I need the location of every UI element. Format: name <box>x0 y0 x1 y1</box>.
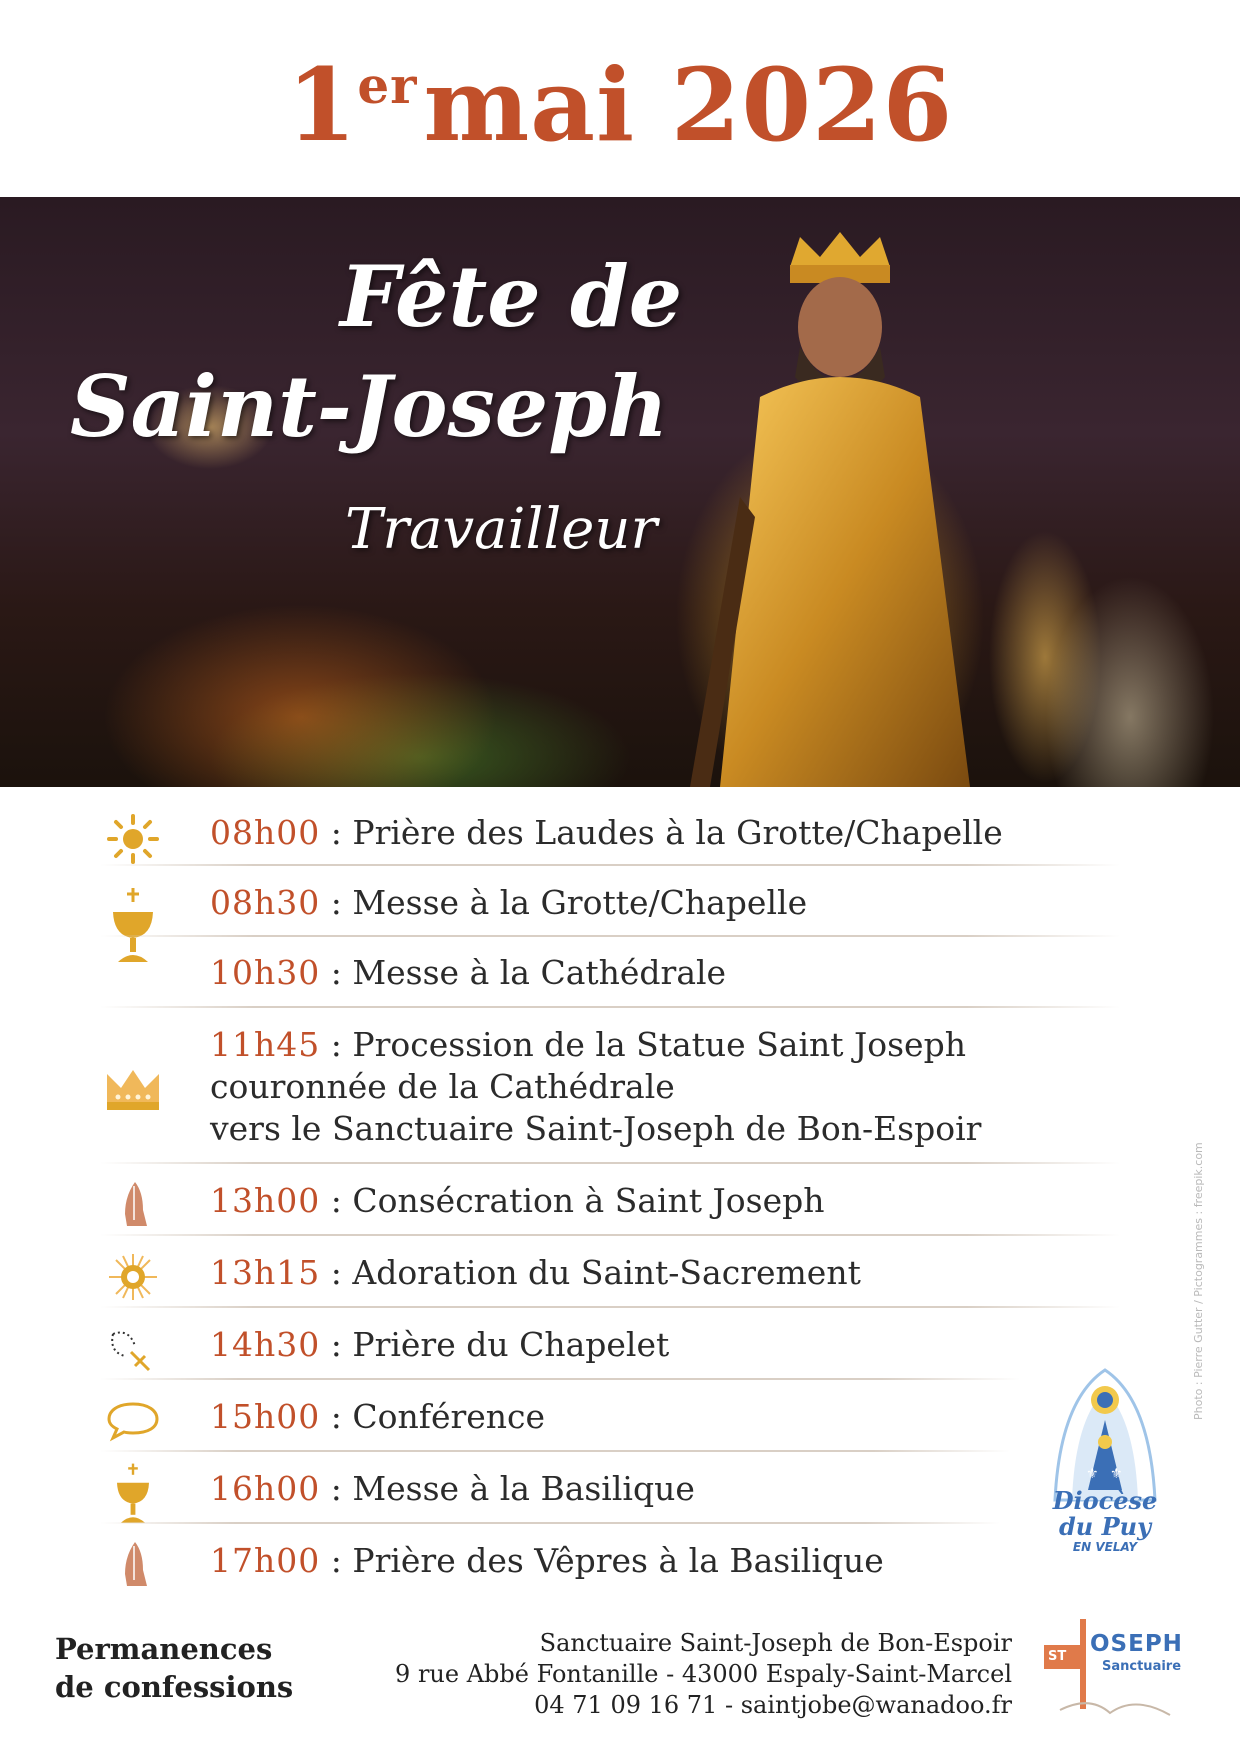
praying-hands-icon <box>98 1540 168 1594</box>
speech-bubble-icon <box>98 1400 168 1446</box>
schedule-label: Conférence <box>352 1397 546 1436</box>
event-date-title <box>0 46 1240 164</box>
schedule-text: 13h00 : Consécration à Saint Joseph <box>210 1181 825 1220</box>
divider <box>100 1378 1020 1380</box>
schedule-text: 10h30 : Messe à la Cathédrale <box>210 953 727 992</box>
svg-text:⚜: ⚜ <box>1086 1466 1099 1482</box>
sanctuary-logo-prefix: ST <box>1048 1649 1067 1664</box>
divider <box>100 1522 1000 1524</box>
hero-subtitle: Travailleur <box>345 497 658 562</box>
photo-credit: Photo : Pierre Gutter / Pictogrammes : freepik.com <box>1192 1142 1205 1420</box>
sanctuary-address <box>395 1628 1012 1721</box>
address-line1: Sanctuaire Saint-Joseph de Bon-Espoir <box>539 1629 1012 1657</box>
schedule-label: Adoration du Saint-Sacrement <box>352 1253 861 1292</box>
sanctuary-logo <box>1040 1615 1190 1725</box>
schedule-time: 13h00 <box>210 1181 321 1220</box>
chalice-icon <box>98 886 168 970</box>
schedule-time: 14h30 <box>210 1325 321 1364</box>
divider <box>100 1450 1010 1452</box>
schedule-label: Prière des Vêpres à la Basilique <box>352 1541 884 1580</box>
schedule-time: 13h15 <box>210 1253 321 1292</box>
diocese-name-line2: du Puy <box>1058 1512 1152 1541</box>
hero-title-line2: Saint-Joseph <box>70 357 669 456</box>
date-superscript: er <box>357 56 418 115</box>
diocese-name-line1: Diocèse <box>1052 1486 1158 1515</box>
rosary-icon <box>98 1326 168 1380</box>
schedule-time: 08h30 <box>210 883 321 922</box>
hero-title-line1: Fête de <box>340 247 683 346</box>
sanctuary-logo-name: OSEPH <box>1090 1631 1183 1657</box>
schedule-label-line2: couronnée de la Cathédrale <box>210 1067 675 1106</box>
schedule-text: 11h45 : Procession de la Statue Saint Joseph couronnée de la Cathédrale vers le Sanctuaire Saint-Joseph de Bon-Espoir <box>210 1025 982 1148</box>
schedule-text: 08h00 : Prière des Laudes à la Grotte/Chapelle <box>210 813 1003 852</box>
sun-icon <box>98 814 168 868</box>
schedule-time: 08h00 <box>210 813 321 852</box>
hero-photo <box>0 197 1240 787</box>
schedule-label: Messe à la Grotte/Chapelle <box>352 883 808 922</box>
monstrance-icon <box>98 1252 168 1306</box>
address-line3: 04 71 09 16 71 - saintjobe@wanadoo.fr <box>534 1691 1012 1719</box>
schedule-text: 17h00 : Prière des Vêpres à la Basilique <box>210 1541 884 1580</box>
schedule-label: Consécration à Saint Joseph <box>352 1181 825 1220</box>
schedule-label: Prière du Chapelet <box>352 1325 670 1364</box>
svg-text:⚜: ⚜ <box>1110 1466 1123 1482</box>
schedule-label: Messe à la Basilique <box>352 1469 695 1508</box>
praying-hands-icon <box>98 1180 168 1234</box>
divider <box>100 1162 1120 1164</box>
divider <box>100 1006 1120 1008</box>
divider <box>100 1234 1120 1236</box>
diocese-logo <box>1030 1360 1180 1580</box>
divider <box>100 1306 1120 1308</box>
divider <box>100 864 1120 866</box>
schedule-label: Procession de la Statue Saint Joseph <box>352 1025 966 1064</box>
address-line2: 9 rue Abbé Fontanille - 43000 Espaly-Saint-Marcel <box>395 1660 1012 1688</box>
date-month-year: mai 2026 <box>423 46 954 164</box>
schedule-label-line3: vers le Sanctuaire Saint-Joseph de Bon-Espoir <box>210 1109 982 1148</box>
sanctuary-logo-sub: Sanctuaire <box>1102 1659 1182 1674</box>
schedule-text: 16h00 : Messe à la Basilique <box>210 1469 695 1508</box>
schedule-time: 17h00 <box>210 1541 321 1580</box>
statue-illustration <box>680 227 1000 787</box>
schedule-time: 16h00 <box>210 1469 321 1508</box>
schedule-label: Prière des Laudes à la Grotte/Chapelle <box>352 813 1003 852</box>
schedule-label: Messe à la Cathédrale <box>352 953 727 992</box>
chalice-icon <box>98 1462 168 1530</box>
schedule-text: 14h30 : Prière du Chapelet <box>210 1325 670 1364</box>
date-day: 1 <box>286 46 358 164</box>
schedule-time: 15h00 <box>210 1397 321 1436</box>
schedule-text: 15h00 : Conférence <box>210 1397 546 1436</box>
schedule-time: 10h30 <box>210 953 321 992</box>
schedule-text: 08h30 : Messe à la Grotte/Chapelle <box>210 883 808 922</box>
divider <box>100 935 1120 937</box>
schedule-text: 13h15 : Adoration du Saint-Sacrement <box>210 1253 861 1292</box>
confessions-line1: Permanences <box>55 1632 273 1666</box>
confessions-line2: de confessions <box>55 1670 294 1704</box>
diocese-name-line3: EN VELAY <box>1072 1540 1138 1554</box>
crown-icon <box>98 1064 168 1118</box>
schedule-time: 11h45 <box>210 1025 321 1064</box>
confessions-note <box>55 1630 293 1706</box>
